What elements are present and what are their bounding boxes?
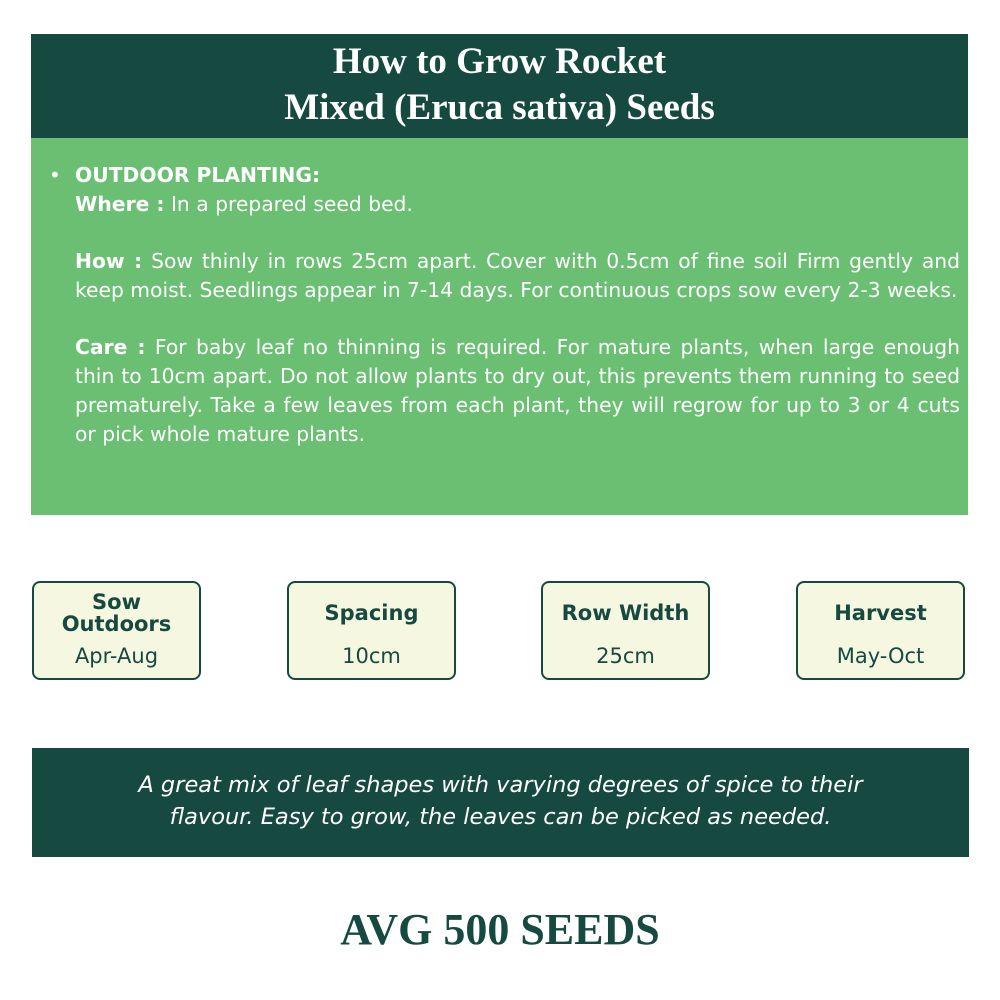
sow-outdoors-title	[34, 591, 199, 635]
row-width-title: Row Width	[561, 601, 690, 625]
seed-count: AVG 500 SEEDS	[340, 905, 660, 954]
sow-outdoors-value: Apr-Aug	[74, 644, 159, 668]
row-width-box	[541, 581, 710, 680]
care-paragraph	[75, 333, 960, 449]
where-text: In a prepared seed bed.	[170, 192, 413, 216]
title-line-2: Mixed (Eruca sativa) Seeds	[284, 87, 715, 128]
spacing-box	[287, 581, 456, 680]
outdoor-planting-block	[75, 161, 960, 219]
section-heading: OUTDOOR PLANTING:	[75, 163, 321, 187]
bullet-icon: •	[49, 163, 61, 187]
how-paragraph	[75, 247, 960, 305]
title-banner	[31, 34, 968, 138]
care-text: For baby leaf no thinning is required. For mature plants, when large enough thin to 10cm apart. Do not allow plants to dry out, this prevents them running to seed prematurely. Take a few leaves from each plant, they will regrow for up to 3 or 4 cuts or pick whole mature plants.	[75, 335, 961, 446]
title-line-1: How to Grow Rocket	[332, 41, 667, 82]
description-banner	[32, 748, 969, 857]
harvest-value: May-Oct	[836, 644, 925, 668]
tagline-line-1: A great mix of leaf shapes with varying degrees of spice to their	[138, 772, 863, 798]
harvest-title: Harvest	[834, 601, 927, 625]
sow-outdoors-title-line-1: Sow	[92, 590, 141, 614]
how-text: Sow thinly in rows 25cm apart. Cover with 0.5cm of fine soil Firm gently and keep moist. Seedlings appear in 7-14 days. For continuous crops sow every 2-3 weeks.	[75, 249, 960, 302]
sow-outdoors-title-line-2: Outdoors	[61, 612, 172, 636]
where-label: Where :	[75, 192, 165, 216]
how-label: How :	[75, 249, 143, 273]
sow-outdoors-box	[32, 581, 201, 680]
care-label: Care :	[75, 335, 146, 359]
tagline-line-2: flavour. Easy to grow, the leaves can be picked as needed.	[169, 804, 832, 830]
info-boxes	[32, 581, 969, 684]
row-width-value: 25cm	[596, 644, 655, 668]
harvest-box	[796, 581, 965, 680]
spacing-value: 10cm	[342, 644, 401, 668]
growing-instructions	[31, 138, 968, 515]
spacing-title: Spacing	[324, 601, 419, 625]
